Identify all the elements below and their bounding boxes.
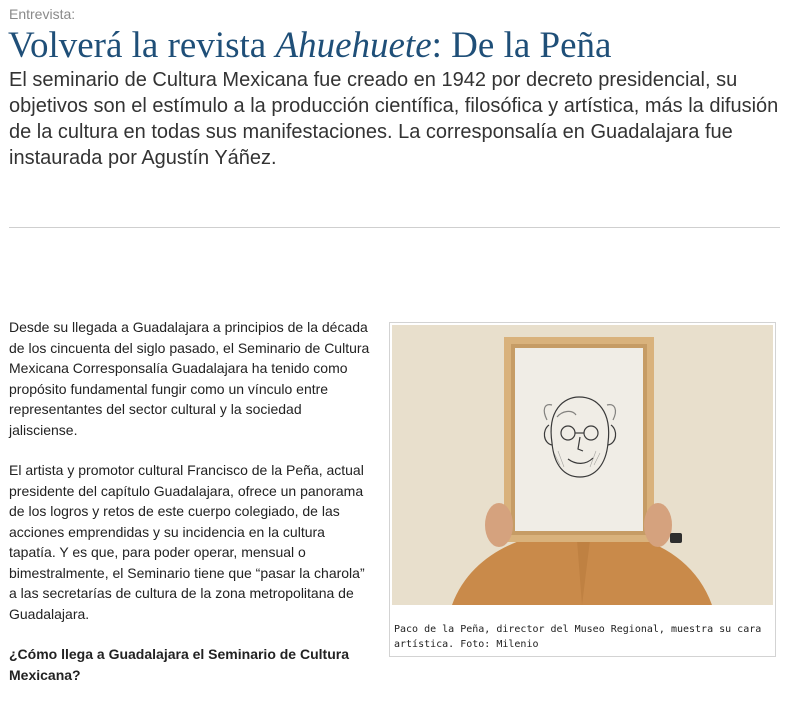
photo-caption: Paco de la Peña, director del Museo Regional, muestra su cara artística. Foto: Milenio [394, 624, 762, 650]
body-paragraph: El artista y promotor cultural Francisco de la Peña, actual presidente del capítulo Guadalajara, ofrece un panorama de los logros y retos de este cuerpo colegiado, de las acciones emprendidas y su incidencia en la cultura tapatía. Y es que, para poder operar, mensual o bimestralmente, el Seminario tiene que “pasar la charola” a las secretarías de cultura de la zona metropolitana de Guadalajara. [9, 462, 365, 622]
article-headline [8, 26, 788, 66]
headline-name: : De la Peña [431, 25, 612, 66]
article-kicker: Entrevista: [9, 6, 76, 22]
article-photo [392, 325, 773, 605]
headline-magazine-title: Ahuehuete [275, 25, 432, 66]
headline-text: Volverá la revista [8, 25, 276, 66]
article-dek: El seminario de Cultura Mexicana fue creado en 1942 por decreto presidencial, su objetivos son el estímulo a la producción científica, filosófica y artística, más la difusión de la cultura en todas sus manifestaciones. La corresponsalía en Guadalajara fue instaurada por Agustín Yáñez. [9, 69, 779, 169]
interview-question: ¿Cómo llega a Guadalajara el Seminario de Cultura Mexicana? [9, 646, 349, 683]
body-paragraph: Desde su llegada a Guadalajara a principios de la década de los cincuenta del siglo pasado, el Seminario de Cultura Mexicana Corresponsalía Guadalajara ha tenido como propósito fundamental fungir como un vínculo entre representantes del sector cultural y la sociedad jalisciense. [9, 319, 370, 438]
article-body [9, 317, 371, 685]
article-figure [389, 322, 776, 657]
section-divider [9, 227, 780, 228]
